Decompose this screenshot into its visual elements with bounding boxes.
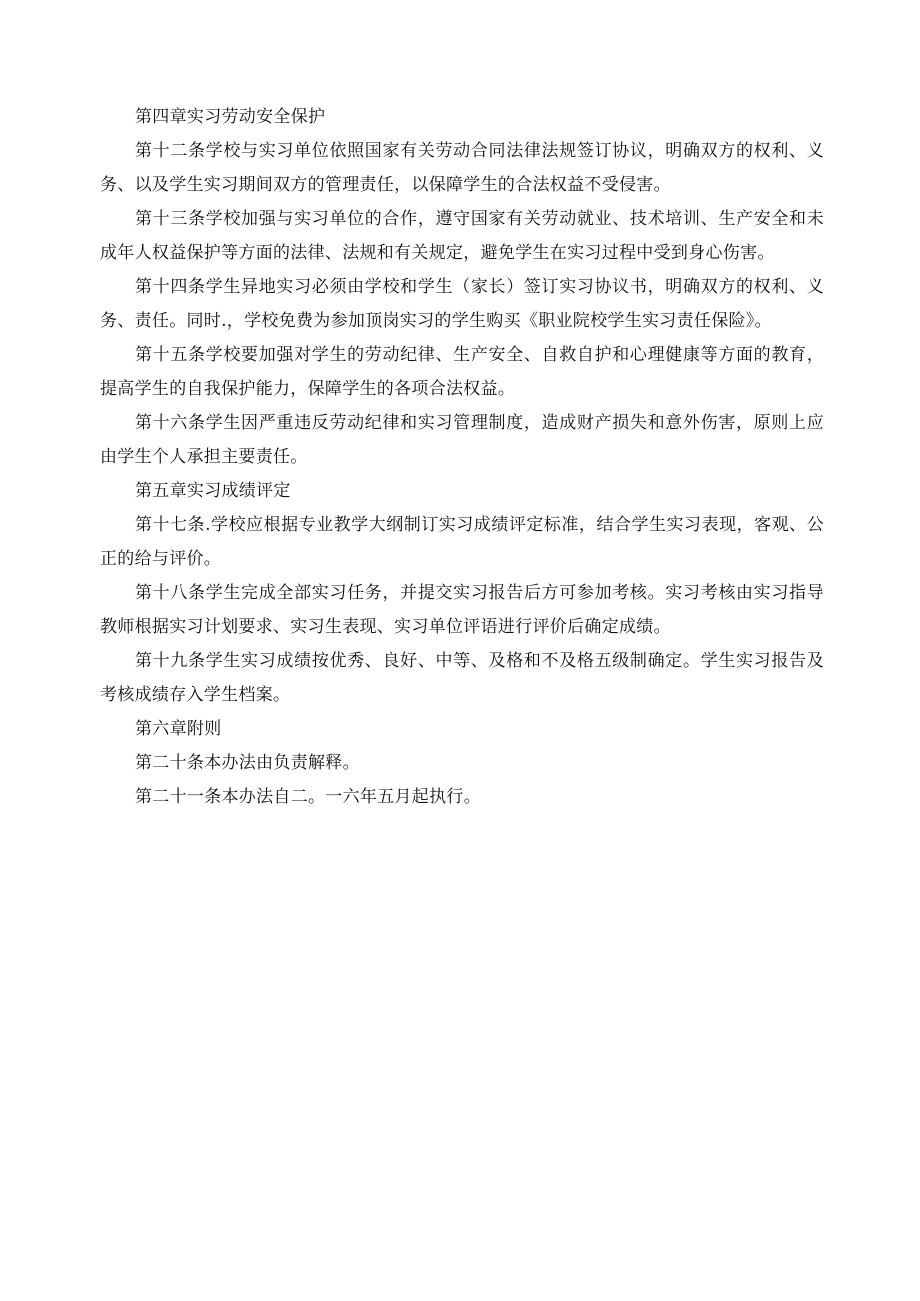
article-17: 第十七条.学校应根据专业教学大纲制订实习成绩评定标准，结合学生实习表现，客观、公正的给与评价。 bbox=[100, 515, 824, 569]
document-body bbox=[100, 100, 824, 814]
article-18: 第十八条学生完成全部实习任务，并提交实习报告后方可参加考核。实习考核由实习指导教师根据实习计划要求、实习生表现、实习单位评语进行评价后确定成绩。 bbox=[100, 583, 824, 637]
article-12: 第十二条学校与实习单位依照国家有关劳动合同法律法规签订协议，明确双方的权利、义务、以及学生实习期间双方的管理责任，以保障学生的合法权益不受侵害。 bbox=[100, 141, 824, 195]
article-13: 第十三条学校加强与实习单位的合作，遵守国家有关劳动就业、技术培训、生产安全和未成年人权益保护等方面的法律、法规和有关规定，避免学生在实习过程中受到身心伤害。 bbox=[100, 209, 824, 263]
article-14: 第十四条学生异地实习必须由学校和学生（家长）签订实习协议书，明确双方的权利、义务、责任。同时.，学校免费为参加顶岗实习的学生购买《职业院校学生实习责任保险》。 bbox=[100, 277, 824, 331]
article-21: 第二十一条本办法自二。一六年五月起执行。 bbox=[135, 787, 481, 807]
article-15: 第十五条学校要加强对学生的劳动纪律、生产安全、自救自护和心理健康等方面的教育，提高学生的自我保护能力，保障学生的各项合法权益。 bbox=[100, 345, 824, 399]
chapter-5-title: 第五章实习成绩评定 bbox=[135, 481, 291, 501]
chapter-4-title: 第四章实习劳动安全保护 bbox=[135, 107, 326, 127]
article-16: 第十六条学生因严重违反劳动纪律和实习管理制度，造成财产损失和意外伤害，原则上应由学生个人承担主要责任。 bbox=[100, 413, 824, 467]
article-20: 第二十条本办法由负责解释。 bbox=[135, 753, 360, 773]
article-19: 第十九条学生实习成绩按优秀、良好、中等、及格和不及格五级制确定。学生实习报告及考核成绩存入学生档案。 bbox=[100, 651, 824, 705]
chapter-6-title: 第六章附则 bbox=[135, 719, 222, 739]
